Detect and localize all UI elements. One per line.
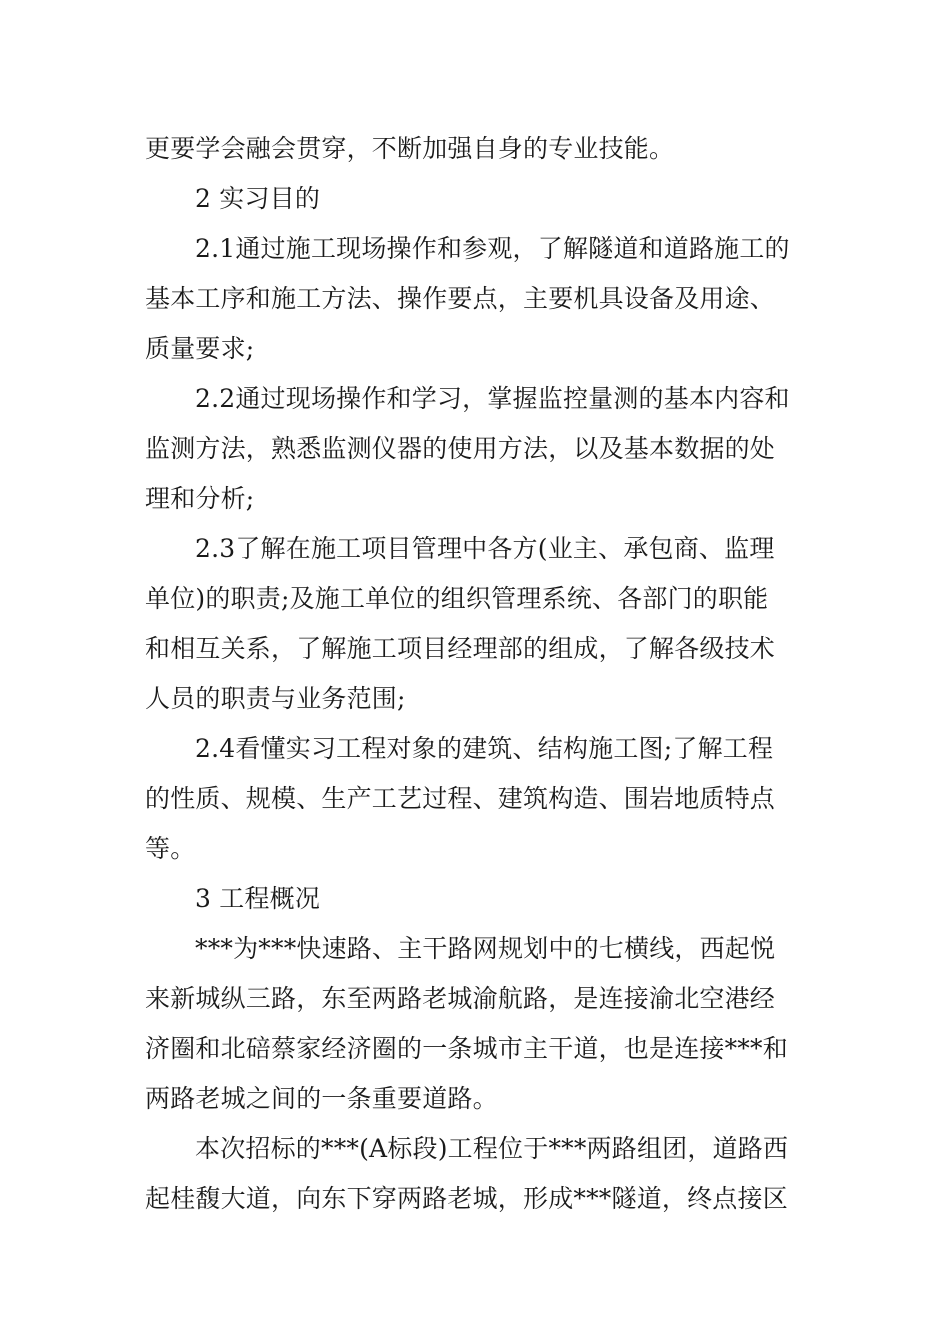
text-line: 理和分析; (145, 484, 255, 513)
text-line: 本次招标的***(A标段)工程位于***两路组团，道路西 (195, 1134, 789, 1163)
text-line: 济圈和北碚蔡家经济圈的一条城市主干道，也是连接***和 (145, 1034, 788, 1063)
document-body (145, 124, 807, 1224)
text-line: 起桂馥大道，向东下穿两路老城，形成***隧道，终点接区 (145, 1184, 788, 1213)
section-heading: 2 实习目的 (195, 184, 321, 213)
text-line: 监测方法，熟悉监测仪器的使用方法，以及基本数据的处 (145, 434, 776, 463)
section-heading: 3 工程概况 (195, 884, 321, 913)
text-line: 人员的职责与业务范围; (145, 684, 406, 713)
text-line: 来新城纵三路，东至两路老城渝航路，是连接渝北空港经 (145, 984, 776, 1013)
text-line: 的性质、规模、生产工艺过程、建筑构造、围岩地质特点 (145, 784, 776, 813)
text-line: 2.1通过施工现场操作和参观，了解隧道和道路施工的 (195, 234, 790, 263)
text-line: ***为***快速路、主干路网规划中的七横线，西起悦 (195, 934, 776, 963)
text-line: 质量要求; (145, 334, 255, 363)
text-line: 单位)的职责;及施工单位的组织管理系统、各部门的职能 (145, 584, 769, 613)
text-line: 2.2通过现场操作和学习，掌握监控量测的基本内容和 (195, 384, 790, 413)
text-line: 2.4看懂实习工程对象的建筑、结构施工图;了解工程 (195, 734, 774, 763)
text-line: 和相互关系，了解施工项目经理部的组成，了解各级技术 (145, 634, 776, 663)
text-line: 更要学会融会贯穿，不断加强自身的专业技能。 (145, 134, 675, 163)
text-line: 2.3了解在施工项目管理中各方(业主、承包商、监理 (195, 534, 775, 563)
text-line: 两路老城之间的一条重要道路。 (145, 1084, 498, 1113)
text-line: 基本工序和施工方法、操作要点，主要机具设备及用途、 (145, 284, 776, 313)
text-line: 等。 (145, 834, 196, 863)
